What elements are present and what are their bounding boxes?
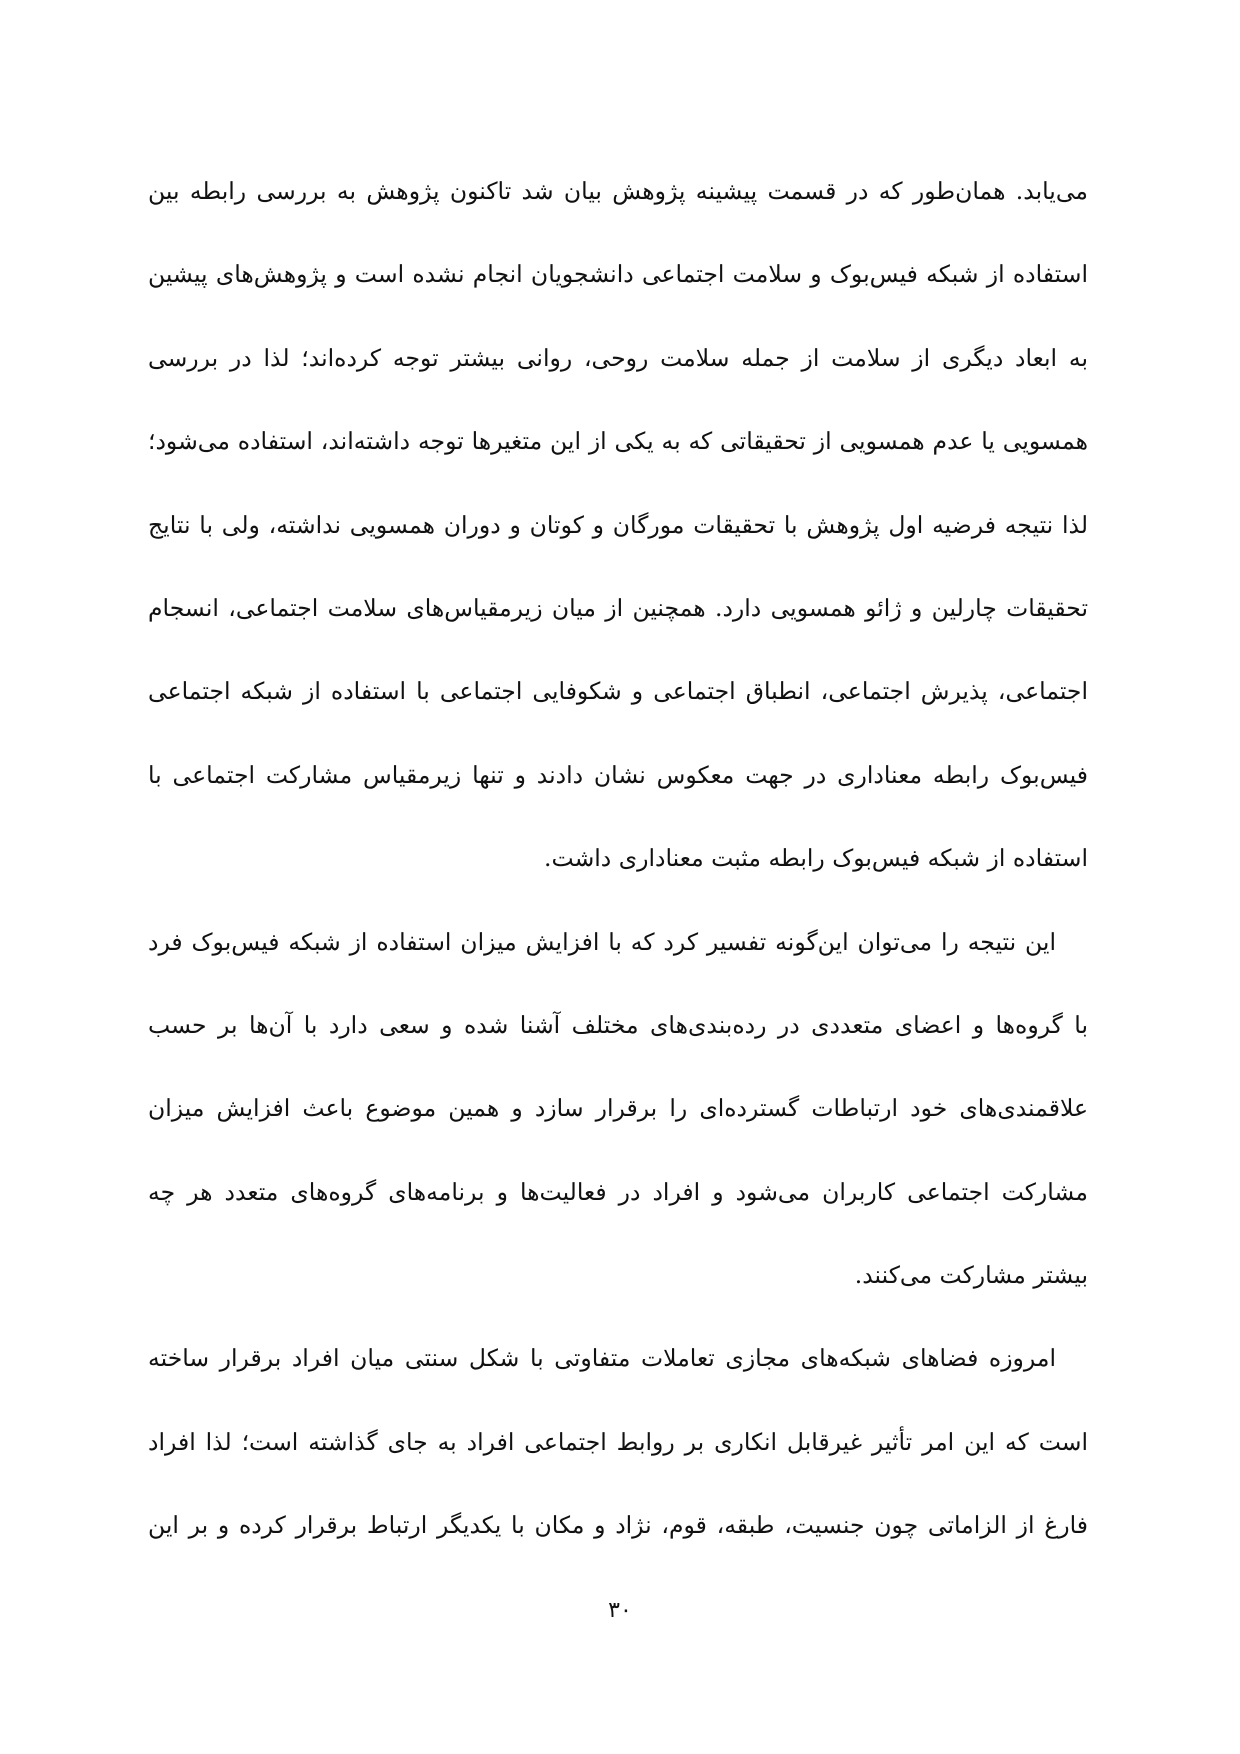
- text-line: این نتیجه را می‌توان این‌گونه تفسیر کرد که با افزایش میزان استفاده از شبکه فیس‌بوک فرد: [148, 927, 1056, 956]
- text-line: به ابعاد دیگری از سلامت از جمله سلامت روحی، روانی بیشتر توجه کرده‌اند؛ لذا در بررسی: [148, 343, 1088, 372]
- text-line: لذا نتیجه فرضیه اول پژوهش با تحقیقات مورگان و کوتان و دوران همسویی نداشته، ولی با نتایج: [148, 510, 1088, 539]
- text-line: با گروه‌ها و اعضای متعددی در رده‌بندی‌های مختلف آشنا شده و سعی دارد با آن‌ها بر حسب: [148, 1010, 1088, 1039]
- text-body: [148, 150, 1088, 1568]
- text-line: اجتماعی، پذیرش اجتماعی، انطباق اجتماعی و شکوفایی اجتماعی با استفاده از شبکه اجتماعی: [148, 677, 1088, 706]
- paragraph-3: [148, 1317, 1088, 1567]
- text-line: تحقیقات چارلین و ژائو همسویی دارد. همچنین از میان زیرمقیاس‌های سلامت اجتماعی، انسجام: [148, 593, 1088, 622]
- text-line: امروزه فضاهای شبکه‌های مجازی تعاملات متفاوتی با شکل سنتی میان افراد برقرار ساخته: [148, 1344, 1056, 1373]
- text-line: همسویی یا عدم همسویی از تحقیقاتی که به یکی از این متغیرها توجه داشته‌اند، استفاده می‌شود؛: [148, 427, 1088, 456]
- text-line: بیشتر مشارکت می‌کنند.: [854, 1261, 1088, 1290]
- page-number: ۳۰: [608, 1598, 632, 1623]
- text-line: استفاده از شبکه فیس‌بوک رابطه مثبت معناداری داشت.: [544, 844, 1088, 873]
- text-line: فارغ از الزاماتی چون جنسیت، طبقه، قوم، نژاد و مکان با یکدیگر ارتباط برقرار کرده و بر این: [148, 1511, 1088, 1540]
- text-line: استفاده از شبکه فیس‌بوک و سلامت اجتماعی دانشجویان انجام نشده است و پژوهش‌های پیشین: [148, 260, 1088, 289]
- text-line: علاقمندی‌های خود ارتباطات گسترده‌ای را برقرار سازد و همین موضوع باعث افزایش میزان: [148, 1094, 1088, 1123]
- paragraph-1: [148, 150, 1088, 901]
- text-line: فیس‌بوک رابطه معناداری در جهت معکوس نشان دادند و تنها زیرمقیاس مشارکت اجتماعی با: [148, 760, 1088, 789]
- text-line: است که این امر تأثیر غیرقابل انکاری بر روابط اجتماعی افراد به جای گذاشته است؛ لذا افراد: [148, 1427, 1088, 1456]
- text-line: می‌یابد. همان‌طور که در قسمت پیشینه پژوهش بیان شد تاکنون پژوهش به بررسی رابطه بین: [148, 177, 1088, 205]
- paragraph-2: [148, 901, 1088, 1318]
- text-line: مشارکت اجتماعی کاربران می‌شود و افراد در فعالیت‌ها و برنامه‌های گروه‌های متعدد هر چه: [148, 1177, 1088, 1206]
